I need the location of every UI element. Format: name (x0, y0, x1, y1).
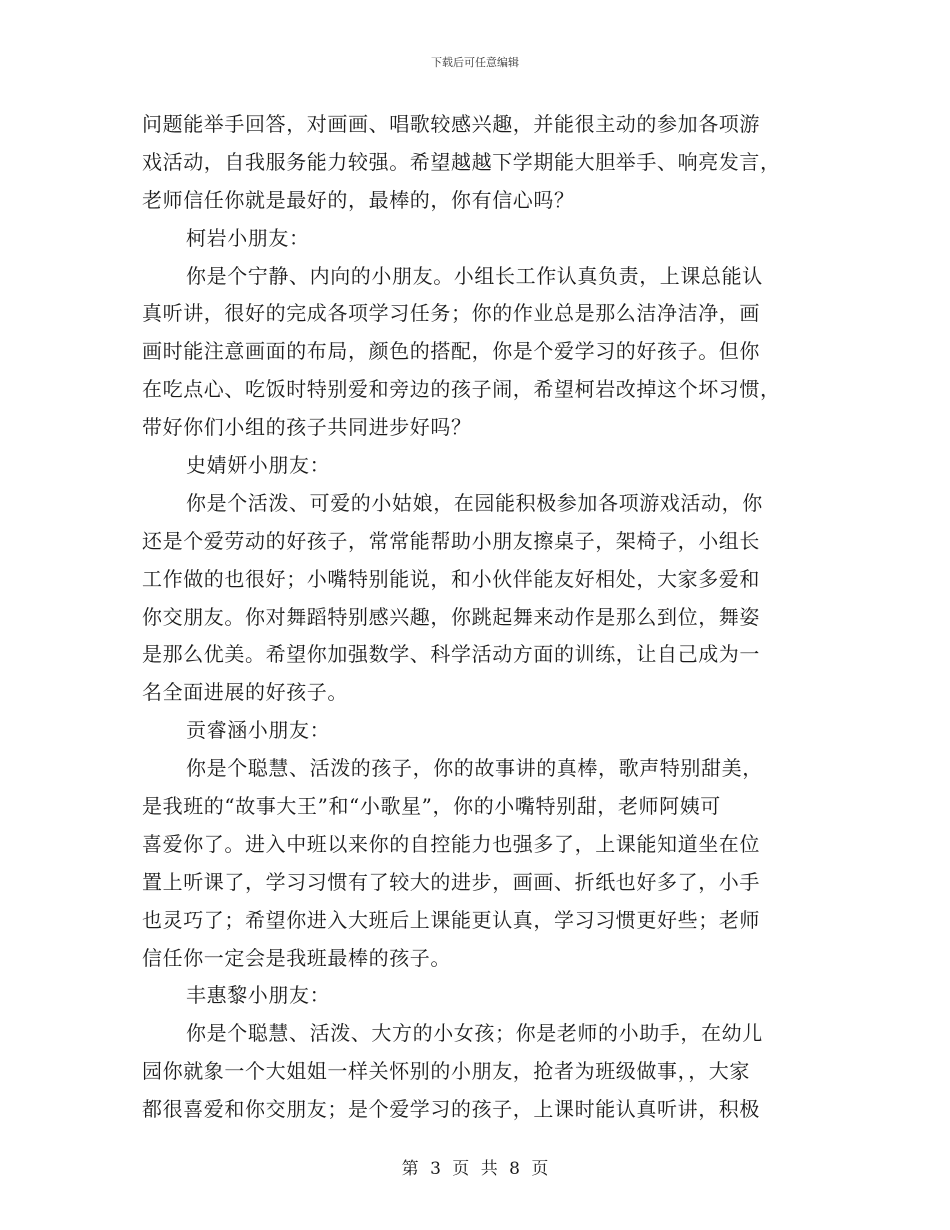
text-line: 史婧妍小朋友： (186, 453, 331, 478)
text-line: 是那么优美。希望你加强数学、科学活动方面的训练，让自己成为一 (142, 642, 760, 667)
text-line: 是我班的“故事大王”和“小歌星”，你的小嘴特别甜，老师阿姨可 (142, 794, 721, 819)
text-line: 信任你一定会是我班最棒的孩子。 (142, 945, 451, 970)
text-line: 真听讲，很好的完成各项学习任务；你的作业总是那么洁净洁净，画 (142, 301, 760, 326)
text-line: 也灵巧了；希望你进入大班后上课能更认真，学习习惯更好些；老师 (142, 907, 760, 932)
page-number-footer: 第 3 页 共 8 页 (401, 1159, 549, 1179)
text-line: 还是个爱劳动的好孩子，常常能帮助小朋友擦桌子，架椅子，小组长 (142, 528, 760, 553)
text-line: 你是个聪慧、活泼、大方的小女孩；你是老师的小助手，在幼儿 (186, 1021, 763, 1046)
text-line: 戏活动，自我服务能力较强。希望越越下学期能大胆举手、响亮发言， (142, 149, 781, 174)
text-line: 老师信任你就是最好的，最棒的，你有信心吗？ (142, 187, 575, 212)
text-line: 喜爱你了。进入中班以来你的自控能力也强多了，上课能知道坐在位 (142, 831, 760, 856)
text-line: 在吃点心、吃饭时特别爱和旁边的孩子闹，希望柯岩改掉这个坏习惯， (142, 377, 781, 402)
header-note: 下载后可任意编辑 (431, 56, 519, 69)
text-line: 你交朋友。你对舞蹈特别感兴趣，你跳起舞来动作是那么到位，舞姿 (142, 604, 760, 629)
text-line: 丰惠黎小朋友： (186, 983, 331, 1008)
text-line: 画时能注意画面的布局，颜色的搭配，你是个爱学习的好孩子。但你 (142, 339, 760, 364)
text-line: 园你就象一个大姐姐一样关怀别的小朋友，抢者为班级做事，，大家 (142, 1059, 750, 1084)
text-line: 问题能举手回答，对画画、唱歌较感兴趣，并能很主动的参加各项游 (142, 112, 760, 136)
text-line: 名全面进展的好孩子。 (142, 680, 348, 705)
text-line: 柯岩小朋友： (186, 225, 310, 250)
document-body (142, 106, 802, 1129)
text-line: 你是个活泼、可爱的小姑娘，在园能积极参加各项游戏活动，你 (186, 490, 763, 515)
text-line: 带好你们小组的孩子共同进步好吗？ (142, 415, 472, 440)
text-line: 置上听课了，学习习惯有了较大的进步，画画、折纸也好多了，小手 (142, 869, 760, 894)
text-line: 都很喜爱和你交朋友；是个爱学习的孩子，上课时能认真听讲，积极 (142, 1097, 760, 1122)
text-line: 你是个宁静、内向的小朋友。小组长工作认真负责，上课总能认 (186, 263, 763, 288)
text-line: 你是个聪慧、活泼的孩子，你的故事讲的真棒，歌声特别甜美， (186, 756, 763, 781)
text-line: 工作做的也很好；小嘴特别能说，和小伙伴能友好相处，大家多爱和 (142, 566, 760, 591)
text-line: 贡睿涵小朋友： (186, 718, 331, 743)
